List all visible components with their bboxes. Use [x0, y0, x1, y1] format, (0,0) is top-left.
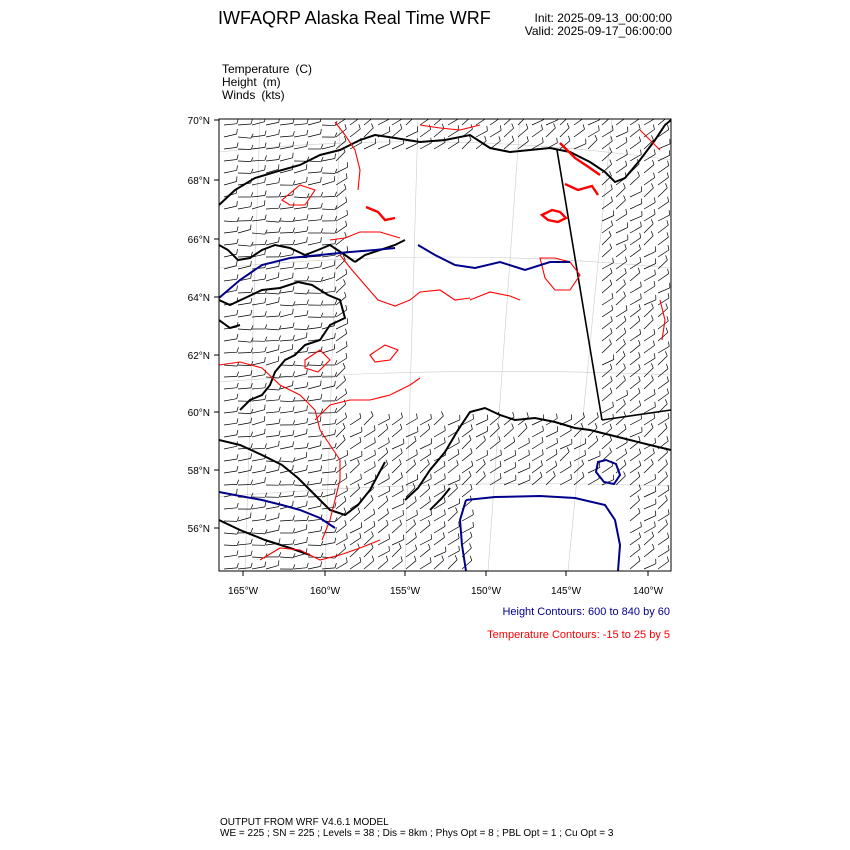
lat-label: 64°N — [187, 293, 210, 304]
lat-label: 62°N — [187, 351, 210, 362]
lon-label: 140°W — [632, 586, 664, 597]
map-plot-area — [219, 119, 671, 571]
legend-temperature: Temperature (C) — [222, 62, 313, 76]
latitude-axis — [188, 116, 219, 535]
height-contour-info: Height Contours: 600 to 840 by 60 — [502, 606, 670, 618]
valid-time: Valid: 2025-09-17_06:00:00 — [524, 24, 672, 38]
lon-label: 160°W — [309, 586, 341, 597]
lon-label: 155°W — [389, 586, 421, 597]
model-footer — [220, 817, 613, 839]
init-time: Init: 2025-09-13_00:00:00 — [534, 11, 672, 25]
lat-label: 56°N — [187, 524, 210, 535]
lat-label: 60°N — [187, 408, 210, 419]
lon-label: 150°W — [470, 586, 502, 597]
model-config: WE = 225 ; SN = 225 ; Levels = 38 ; Dis = 8km ; Phys Opt = 8 ; PBL Opt = 1 ; Cu Opt = 3 — [220, 828, 614, 839]
model-version: OUTPUT FROM WRF V4.6.1 MODEL — [220, 817, 389, 828]
lat-label: 68°N — [187, 176, 210, 187]
temperature-contour-info: Temperature Contours: -15 to 25 by 5 — [487, 629, 670, 641]
lat-label: 58°N — [187, 466, 210, 477]
legend-winds: Winds (kts) — [222, 88, 285, 102]
lat-label: 70°N — [187, 116, 210, 127]
longitude-axis — [228, 571, 664, 597]
lon-label: 165°W — [227, 586, 259, 597]
lat-label: 66°N — [187, 235, 210, 246]
map-title: IWFAQRP Alaska Real Time WRF — [218, 8, 491, 28]
lon-label: 145°W — [550, 586, 582, 597]
legend-height: Height (m) — [222, 75, 281, 89]
